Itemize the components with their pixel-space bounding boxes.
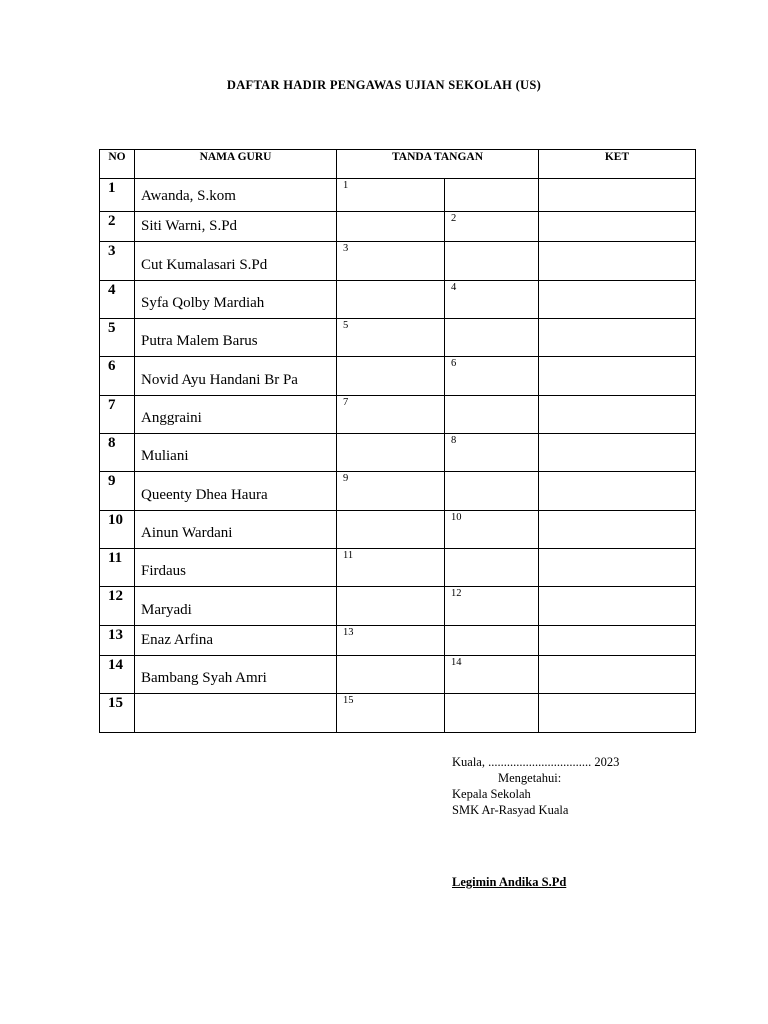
table-row	[100, 656, 696, 694]
teacher-name: Muliani	[135, 434, 337, 472]
signature-cell-left	[337, 656, 445, 694]
signature-cell-right	[445, 694, 539, 733]
row-number: 9	[100, 472, 135, 511]
attendance-table	[99, 149, 696, 733]
row-number: 12	[100, 587, 135, 626]
signature-cell-right	[445, 179, 539, 212]
school-name: SMK Ar-Rasyad Kuala	[452, 803, 569, 817]
signature-cell-left: 3	[337, 242, 445, 281]
row-number: 15	[100, 694, 135, 733]
teacher-name: Bambang Syah Amri	[135, 656, 337, 694]
row-number: 7	[100, 396, 135, 434]
table-row	[100, 212, 696, 242]
row-number: 1	[100, 179, 135, 212]
row-number: 13	[100, 626, 135, 656]
table-header-row	[100, 150, 696, 179]
teacher-name: Cut Kumalasari S.Pd	[135, 242, 337, 281]
teacher-name: Anggraini	[135, 396, 337, 434]
signature-cell-right	[445, 626, 539, 656]
row-number: 5	[100, 319, 135, 357]
signature-cell-left: 5	[337, 319, 445, 357]
signature-cell-right	[445, 396, 539, 434]
ket-cell	[539, 511, 696, 549]
signature-block	[452, 754, 752, 818]
signature-cell-right: 10	[445, 511, 539, 549]
signer-name: Legimin Andika S.Pd	[452, 875, 567, 889]
header-signature: TANDA TANGAN	[337, 150, 539, 179]
ket-cell	[539, 396, 696, 434]
teacher-name: Putra Malem Barus	[135, 319, 337, 357]
header-name: NAMA GURU	[135, 150, 337, 179]
table-row	[100, 242, 696, 281]
signature-cell-left	[337, 212, 445, 242]
ket-cell	[539, 179, 696, 212]
ket-cell	[539, 212, 696, 242]
acknowledged-label: Mengetahui:	[498, 771, 562, 785]
ket-cell	[539, 626, 696, 656]
ket-cell	[539, 549, 696, 587]
teacher-name: Syfa Qolby Mardiah	[135, 281, 337, 319]
row-number: 3	[100, 242, 135, 281]
signature-cell-right: 4	[445, 281, 539, 319]
signature-cell-left	[337, 281, 445, 319]
table-row	[100, 319, 696, 357]
signature-cell-left	[337, 357, 445, 396]
ket-cell	[539, 587, 696, 626]
position-label: Kepala Sekolah	[452, 787, 531, 801]
table-row	[100, 434, 696, 472]
ket-cell	[539, 656, 696, 694]
signature-cell-left: 15	[337, 694, 445, 733]
signature-cell-left: 9	[337, 472, 445, 511]
signature-cell-right	[445, 549, 539, 587]
table-row	[100, 694, 696, 733]
document-title: DAFTAR HADIR PENGAWAS UJIAN SEKOLAH (US)	[226, 78, 542, 92]
signature-cell-right: 12	[445, 587, 539, 626]
table-body	[100, 179, 696, 733]
table-row	[100, 281, 696, 319]
row-number: 8	[100, 434, 135, 472]
teacher-name: Firdaus	[135, 549, 337, 587]
signature-cell-left	[337, 587, 445, 626]
signature-cell-right: 14	[445, 656, 539, 694]
teacher-name: Queenty Dhea Haura	[135, 472, 337, 511]
row-number: 2	[100, 212, 135, 242]
signature-cell-left	[337, 434, 445, 472]
teacher-name: Ainun Wardani	[135, 511, 337, 549]
ket-cell	[539, 319, 696, 357]
place-date: Kuala, ................................. 2023	[452, 755, 620, 769]
row-number: 14	[100, 656, 135, 694]
teacher-name: Enaz Arfina	[135, 626, 337, 656]
ket-cell	[539, 281, 696, 319]
teacher-name: Awanda, S.kom	[135, 179, 337, 212]
header-ket: KET	[539, 150, 696, 179]
signature-cell-left: 11	[337, 549, 445, 587]
table-row	[100, 626, 696, 656]
signature-cell-right: 6	[445, 357, 539, 396]
ket-cell	[539, 694, 696, 733]
row-number: 11	[100, 549, 135, 587]
signature-cell-left	[337, 511, 445, 549]
signature-cell-right: 8	[445, 434, 539, 472]
signature-cell-right	[445, 319, 539, 357]
row-number: 4	[100, 281, 135, 319]
teacher-name: Siti Warni, S.Pd	[135, 212, 337, 242]
signature-cell-left: 13	[337, 626, 445, 656]
signature-cell-right	[445, 242, 539, 281]
table-row	[100, 179, 696, 212]
table-row	[100, 396, 696, 434]
row-number: 10	[100, 511, 135, 549]
table-row	[100, 587, 696, 626]
signature-cell-left: 7	[337, 396, 445, 434]
table-row	[100, 357, 696, 396]
signature-cell-right	[445, 472, 539, 511]
table-row	[100, 549, 696, 587]
teacher-name: Maryadi	[135, 587, 337, 626]
row-number: 6	[100, 357, 135, 396]
signature-cell-left: 1	[337, 179, 445, 212]
table-row	[100, 511, 696, 549]
ket-cell	[539, 434, 696, 472]
header-no: NO	[100, 150, 135, 179]
ket-cell	[539, 357, 696, 396]
ket-cell	[539, 472, 696, 511]
teacher-name	[135, 694, 337, 733]
table-row	[100, 472, 696, 511]
teacher-name: Novid Ayu Handani Br Pa	[135, 357, 337, 396]
ket-cell	[539, 242, 696, 281]
signature-cell-right: 2	[445, 212, 539, 242]
